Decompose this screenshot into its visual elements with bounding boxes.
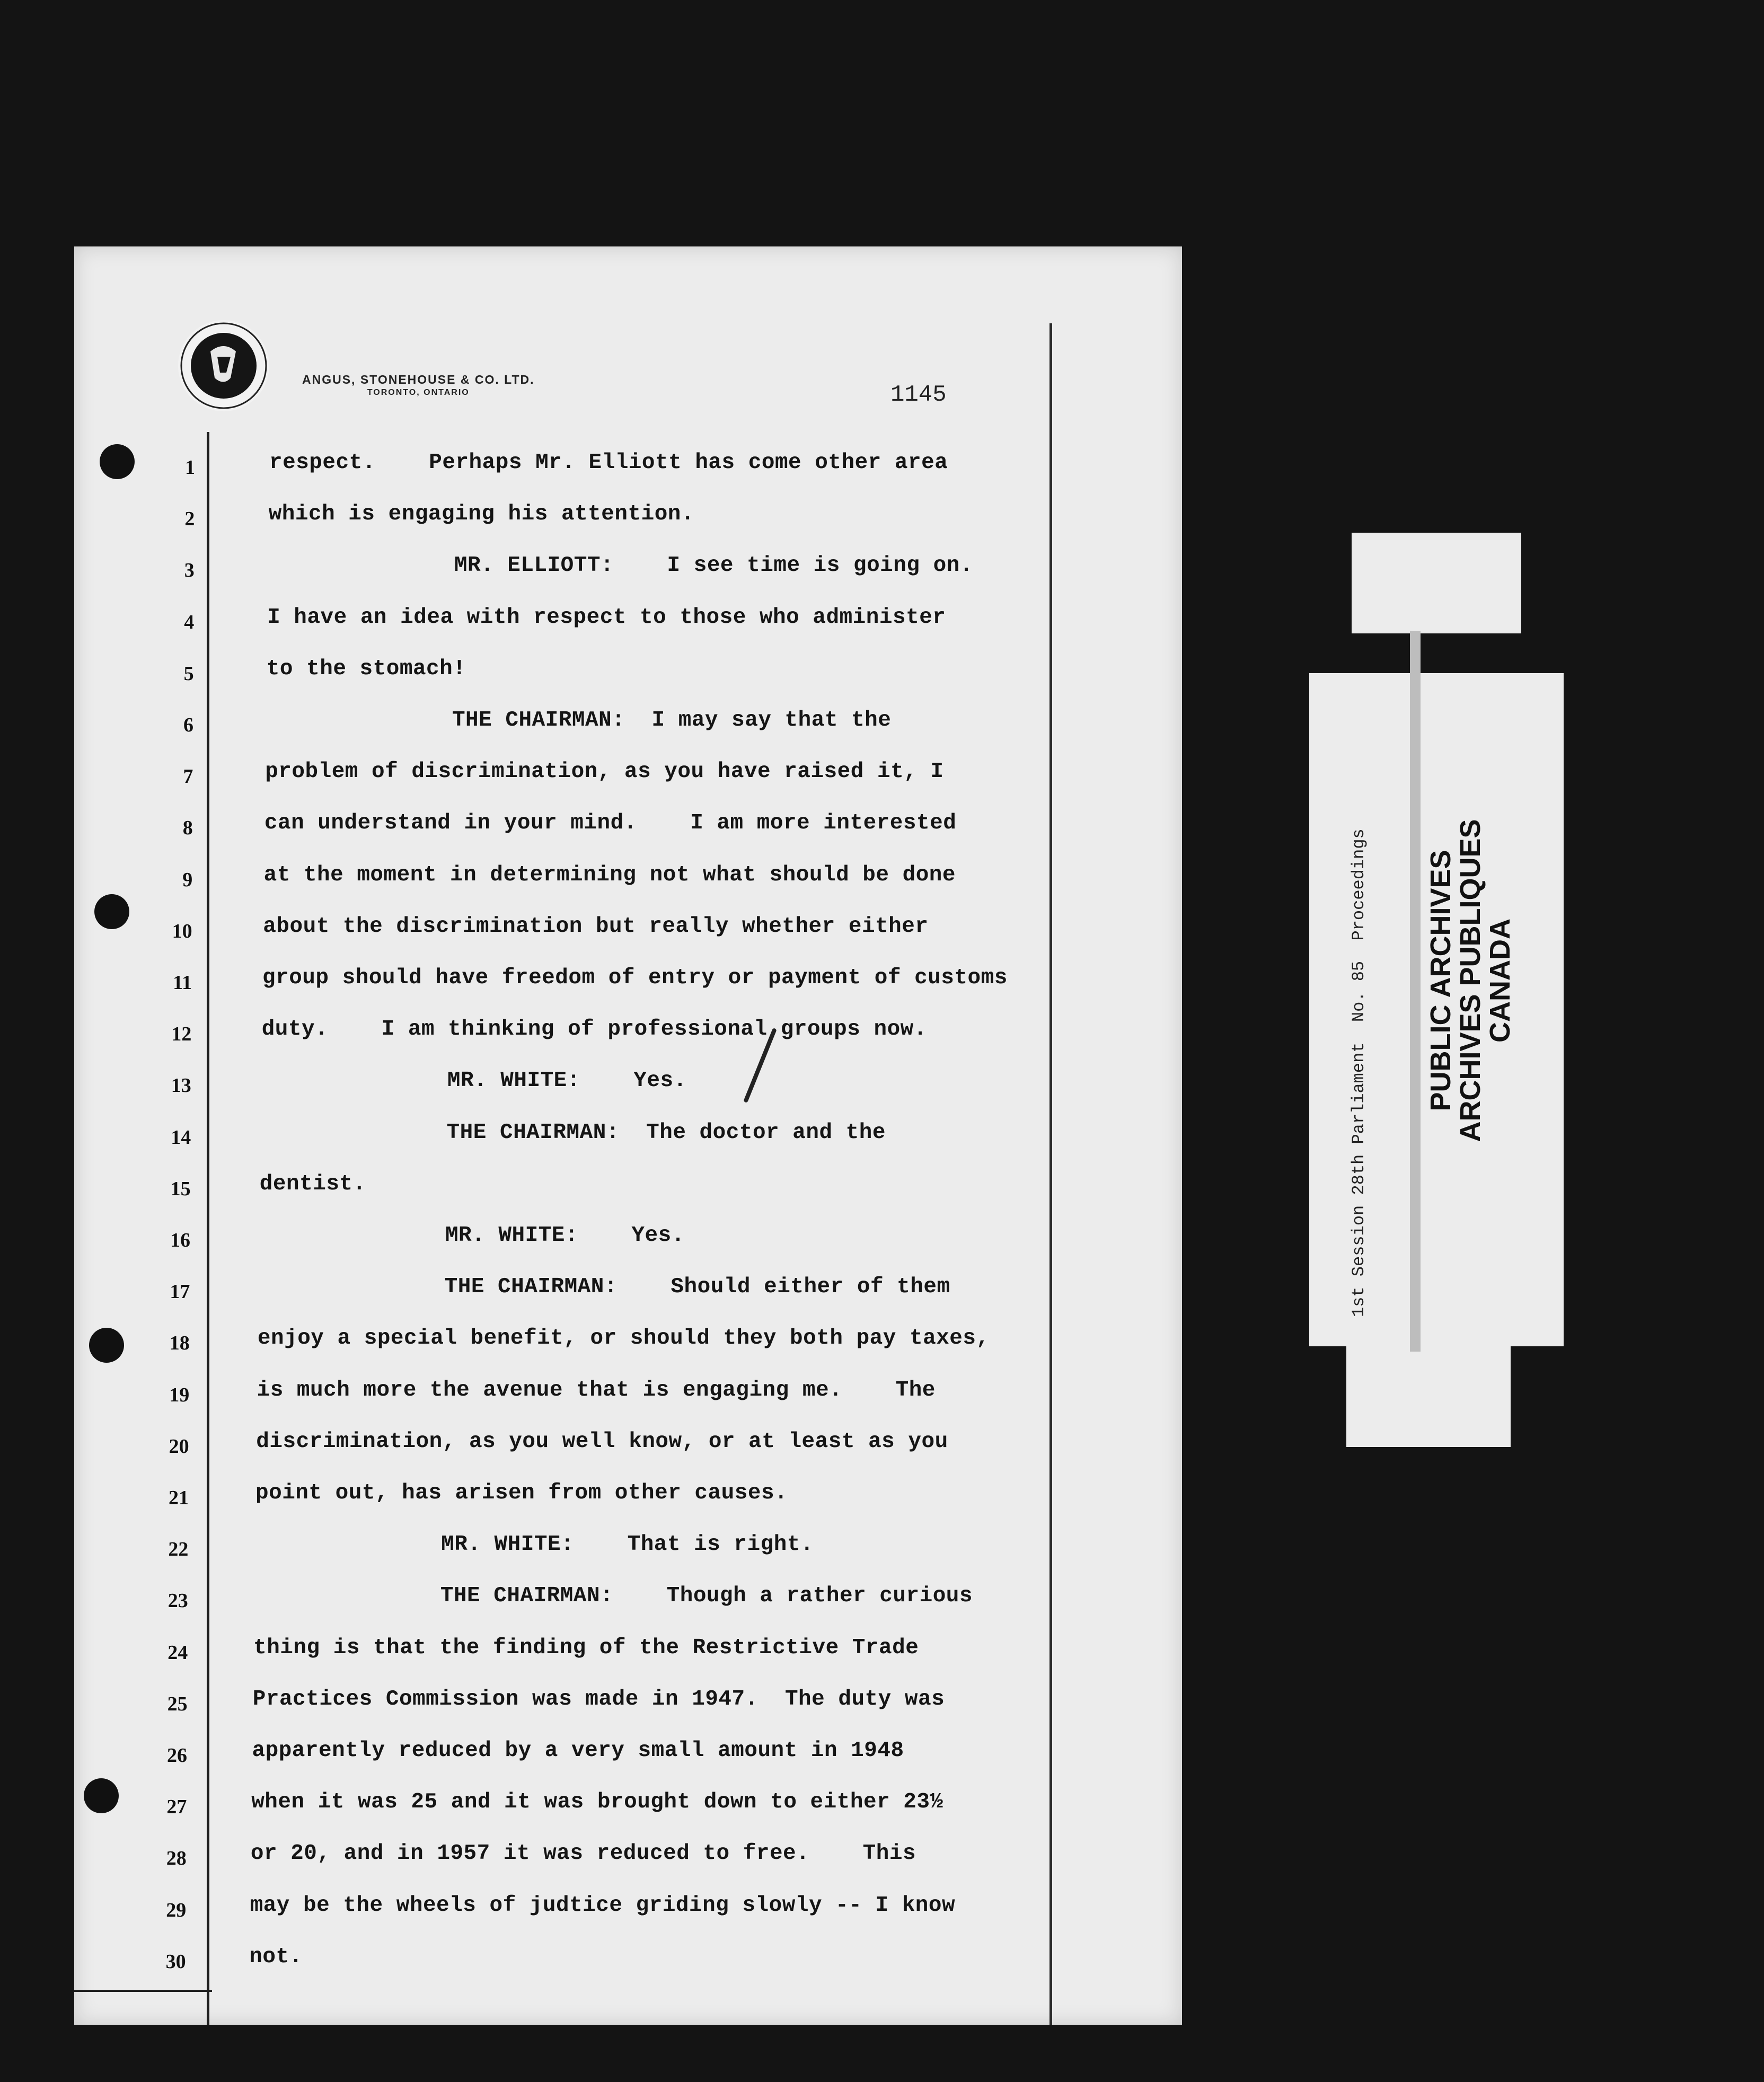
line-number: 3 xyxy=(184,559,195,582)
archive-tab-top xyxy=(1352,533,1521,633)
line-number: 23 xyxy=(167,1590,188,1612)
line-number: 9 xyxy=(182,868,193,891)
line-number: 16 xyxy=(170,1229,190,1251)
transcript-line: thing is that the finding of the Restrictive Trade xyxy=(253,1635,919,1660)
transcript-line: duty. I am thinking of professional groups now. xyxy=(261,1017,927,1042)
transcript-line: Practices Commission was made in 1947. The duty was xyxy=(252,1687,945,1712)
transcript-line: to the stomach! xyxy=(266,656,466,681)
transcript-line: MR. WHITE: Yes. xyxy=(261,1069,687,1093)
transcript-line: respect. Perhaps Mr. Elliott has come other area xyxy=(269,451,948,475)
line-number: 15 xyxy=(170,1177,191,1200)
transcript-line: MR. WHITE: Yes. xyxy=(259,1223,685,1248)
transcript-line: enjoy a special benefit, or should they both pay taxes, xyxy=(257,1326,990,1351)
transcript-line: THE CHAIRMAN: I may say that the xyxy=(266,708,892,733)
line-number: 20 xyxy=(169,1435,189,1458)
transcript-line: dentist. xyxy=(259,1171,366,1196)
archives-fr: ARCHIVES PUBLIQUES xyxy=(1454,819,1486,1142)
company-name: ANGUS, STONEHOUSE & CO. LTD. xyxy=(302,373,535,386)
line-number: 8 xyxy=(182,817,193,840)
transcript-line: at the moment in determining not what should be done xyxy=(263,862,956,887)
line-number: 17 xyxy=(170,1281,190,1303)
punch-hole xyxy=(100,444,135,479)
line-number: 4 xyxy=(184,611,195,633)
transcript-line: is much more the avenue that is engaging me. The xyxy=(257,1378,936,1402)
punch-hole xyxy=(94,894,129,929)
transcript-line: discrimination, as you well know, or at least as you xyxy=(256,1429,948,1454)
line-number: 12 xyxy=(171,1023,192,1046)
page-number: 1145 xyxy=(890,382,947,408)
line-number: 29 xyxy=(166,1899,187,1921)
line-number: 28 xyxy=(166,1847,187,1870)
transcript-line: or 20, and in 1957 it was reduced to free. This xyxy=(250,1841,916,1866)
line-number: 27 xyxy=(166,1796,187,1819)
transcript-line: MR. ELLIOTT: I see time is going on. xyxy=(268,553,973,578)
transcript-line: point out, has arisen from other causes. xyxy=(255,1481,788,1505)
bottom-rule xyxy=(74,1990,212,1992)
transcript-line: can understand in your mind. I am more interested xyxy=(264,811,957,836)
line-number: 30 xyxy=(165,1950,186,1973)
archives-country: CANADA xyxy=(1484,919,1516,1043)
line-number: 19 xyxy=(169,1383,190,1406)
line-number: 26 xyxy=(167,1744,187,1767)
line-number: 24 xyxy=(167,1641,188,1664)
transcript-page xyxy=(74,246,1182,2025)
transcript-line: THE CHAIRMAN: Though a rather curious xyxy=(254,1584,973,1609)
right-margin-rule xyxy=(1049,323,1052,2025)
transcript-line: when it was 25 and it was brought down to either 23½ xyxy=(251,1790,943,1815)
line-number: 21 xyxy=(169,1487,189,1509)
transcript-line: MR. WHITE: That is right. xyxy=(254,1532,814,1557)
tab-fold xyxy=(1410,631,1421,1352)
left-margin-rule xyxy=(207,432,209,2025)
transcript-line: group should have freedom of entry or payment of customs xyxy=(262,966,1008,990)
company-imprint xyxy=(302,373,535,398)
transcript-line: may be the wheels of judtice griding slowly -- I know xyxy=(250,1893,956,1918)
transcript-line: apparently reduced by a very small amount in 1948 xyxy=(252,1739,904,1763)
line-number: 7 xyxy=(183,765,193,788)
transcript-line: which is engaging his attention. xyxy=(268,502,695,527)
line-number: 18 xyxy=(169,1332,190,1355)
transcription-seal-logo xyxy=(178,320,270,412)
transcript-line: problem of discrimination, as you have raised it, I xyxy=(265,760,944,784)
line-number: 11 xyxy=(173,972,192,994)
transcript-line: I have an idea with respect to those who administer xyxy=(267,605,946,630)
archives-stamp xyxy=(1426,795,1515,1166)
transcript-line: about the discrimination but really whether either xyxy=(263,914,929,939)
archive-tab-bottom xyxy=(1346,1346,1511,1447)
line-number: 10 xyxy=(172,920,192,942)
punch-hole xyxy=(89,1328,124,1363)
transcript-line: THE CHAIRMAN: The doctor and the xyxy=(260,1120,886,1145)
line-number: 22 xyxy=(168,1538,189,1561)
line-number: 25 xyxy=(167,1692,188,1715)
transcript-line: not. xyxy=(249,1944,303,1969)
punch-hole xyxy=(84,1778,119,1813)
line-number: 5 xyxy=(183,662,194,685)
line-number: 2 xyxy=(184,508,195,531)
session-label: 1st Session 28th Parliament No. 85 Proceedings xyxy=(1349,828,1369,1317)
archives-en: PUBLIC ARCHIVES xyxy=(1425,850,1457,1111)
transcript-line: THE CHAIRMAN: Should either of them xyxy=(258,1275,950,1300)
company-city: TORONTO, ONTARIO xyxy=(367,388,470,397)
line-number: 13 xyxy=(171,1074,191,1097)
line-number: 1 xyxy=(185,456,195,479)
line-number: 6 xyxy=(183,714,193,736)
line-number: 14 xyxy=(171,1126,191,1149)
